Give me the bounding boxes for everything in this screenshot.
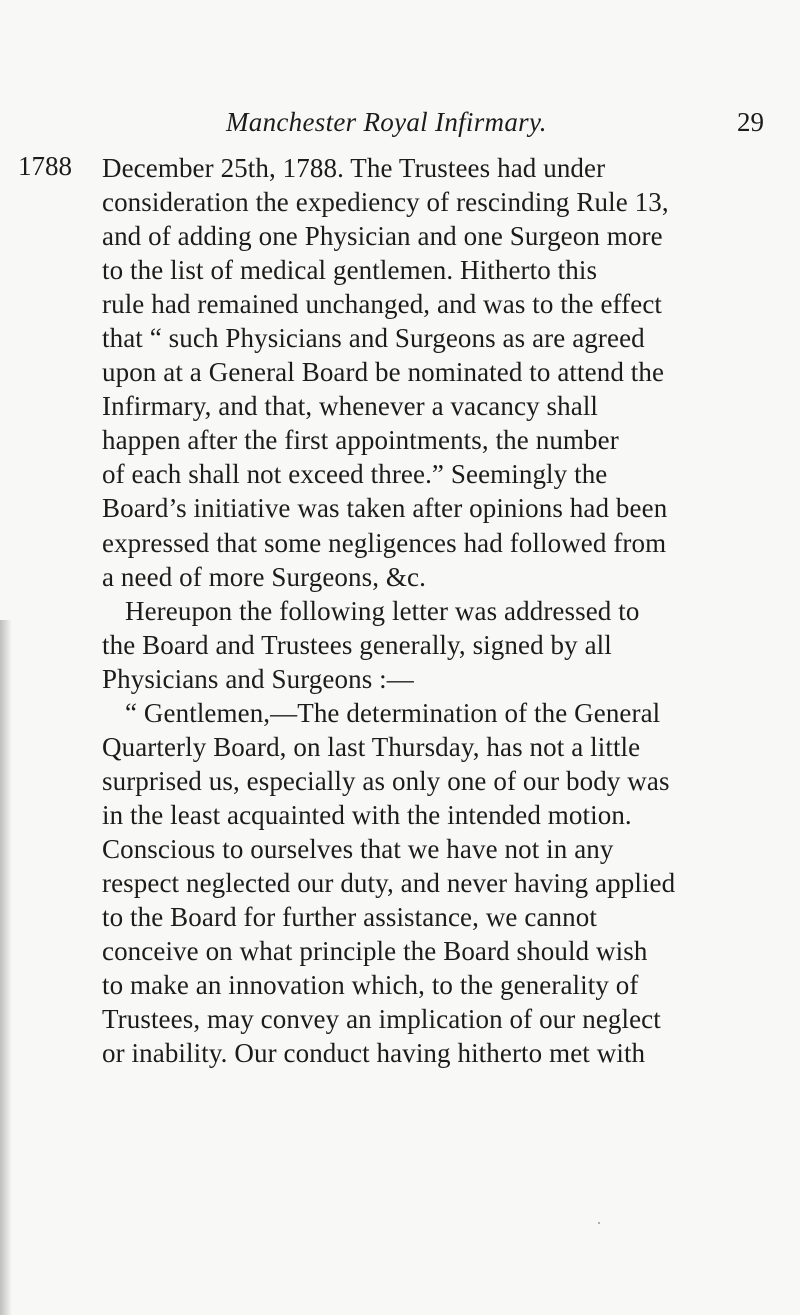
- text-line: Physicians and Surgeons :—: [102, 663, 414, 694]
- text-line: consideration the expediency of rescinding Rule 13,: [102, 187, 669, 218]
- text-line: a need of more Surgeons, &c.: [102, 561, 426, 592]
- text-line: conceive on what principle the Board should wish: [102, 936, 648, 967]
- text-line: Board’s initiative was taken after opinions had been: [102, 493, 668, 524]
- paper-speck: [598, 1222, 600, 1224]
- text-line: Trustees, may convey an implication of our neglect: [102, 1004, 661, 1035]
- text-line: upon at a General Board be nominated to attend the: [102, 357, 665, 388]
- running-header: [0, 107, 800, 147]
- text-line: rule had remained unchanged, and was to the effect: [102, 289, 663, 320]
- text-line: Hereupon the following letter was addressed to: [125, 595, 640, 626]
- text-line: to the Board for further assistance, we cannot: [102, 902, 597, 933]
- text-line: Conscious to ourselves that we have not in any: [102, 833, 614, 864]
- text-line: of each shall not exceed three.” Seemingly the: [102, 459, 608, 490]
- text-line: respect neglected our duty, and never having applied: [102, 867, 676, 898]
- text-line: to make an innovation which, to the generality of: [102, 970, 639, 1001]
- text-line: surprised us, especially as only one of our body was: [102, 765, 670, 796]
- text-line: Quarterly Board, on last Thursday, has not a little: [102, 731, 641, 762]
- margin-year: 1788: [18, 151, 72, 181]
- body-text: [102, 151, 714, 1070]
- page-number: 29: [737, 107, 764, 137]
- text-line: in the least acquainted with the intended motion.: [102, 799, 632, 830]
- running-header-title: Manchester Royal Infirmary.: [226, 107, 547, 137]
- binding-shadow: [0, 620, 12, 1315]
- text-line: to the list of medical gentlemen. Hitherto this: [102, 255, 598, 286]
- text-line: the Board and Trustees generally, signed by all: [102, 629, 612, 660]
- text-line: “ Gentlemen,—The determination of the General: [125, 697, 661, 728]
- text-line: and of adding one Physician and one Surgeon more: [102, 221, 663, 252]
- text-line: that “ such Physicians and Surgeons as are agreed: [102, 323, 645, 354]
- text-line: happen after the first appointments, the number: [102, 425, 619, 456]
- text-line: or inability. Our conduct having hitherto met with: [102, 1038, 646, 1069]
- text-line: expressed that some negligences had followed from: [102, 527, 667, 558]
- text-line: Infirmary, and that, whenever a vacancy shall: [102, 391, 599, 422]
- text-line: December 25th, 1788. The Trustees had under: [102, 153, 606, 183]
